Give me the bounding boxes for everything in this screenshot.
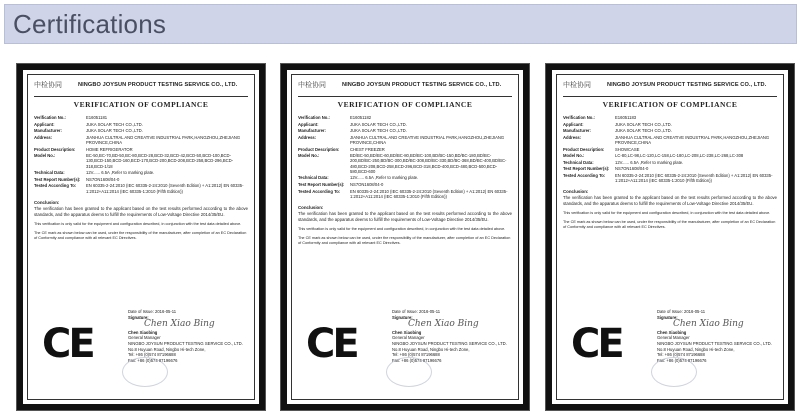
company-logo: 中检协同	[34, 81, 62, 89]
tested-standard: EN 60335-2-24:2010 (IEC 60335-2-24:2010 (Seventh Edition) + A1:2012) EN 60335-1:2012+A11:2014 (IEC 60335-1:2010 (Fifth Edition))	[615, 172, 773, 184]
address: JIANHUA CULTRAL AND CREATIVE INDUSTRIAL PARK,HANGZHOU,ZHEJIANG PROVINCE,CHINA	[615, 134, 770, 145]
field-label: Test Report Number(s):	[298, 181, 345, 187]
certificate-body	[291, 74, 519, 400]
certificate-title: VERIFICATION OF COMPLIANCE	[337, 100, 473, 109]
conclusion-text: The verification has been granted to the applicant based on the test results performed according to the above standards, and the apparatus deems to fulfill the requirements of Low-Voltage Directive 2014/35/EU.	[563, 195, 777, 207]
signature-block	[392, 309, 522, 363]
field-label: Product Description:	[298, 146, 340, 152]
report-number: NS7ON1608/04-0	[350, 181, 384, 187]
field-label: Manufacturer:	[34, 128, 62, 134]
signature: Chen Xiao Bing	[673, 319, 744, 330]
field-label: Verification No.:	[298, 115, 330, 120]
signer-company: NINGBO JOYSUN PRODUCT TESTING SERVICE CO., LTD.	[657, 340, 772, 346]
model-number: LC-80,LC-98,LC-120,LC-158,LC-180,LC-208,LC-238,LC-268,LC-308	[615, 153, 744, 159]
field-label: Applicant:	[298, 121, 319, 127]
signer-title: General Manager	[392, 335, 425, 341]
field-label: Test Report Number(s):	[34, 176, 81, 182]
signature: Chen Xiao Bing	[144, 319, 215, 330]
signer-name: Chen Xiaobing	[128, 329, 158, 335]
product-description: HOME REFRIGERATOR	[86, 146, 133, 152]
field-label: Verification No.:	[563, 115, 595, 120]
fax: Fax: +86 (0)574 87196676	[392, 357, 442, 363]
field-label: Tested According To:	[298, 188, 341, 194]
tel: Tel: +86 (0)574 87196688	[657, 352, 705, 358]
conclusion-label: Conclusion:	[563, 189, 589, 195]
field-label: Address:	[563, 134, 582, 140]
company-logo: 中检协同	[563, 81, 591, 89]
certificate-image[interactable]	[546, 64, 794, 410]
field-label: Manufacturer:	[298, 128, 326, 134]
issue-date: Date of Issue: 2016-05-11	[657, 309, 706, 314]
product-description: SHOWCASE	[615, 146, 640, 152]
address: JIANHUA CULTRAL AND CREATIVE INDUSTRIAL PARK,HANGZHOU,ZHEJIANG PROVINCE,CHINA	[350, 134, 505, 145]
field-label: Manufacturer:	[563, 128, 591, 134]
field-label: Address:	[298, 134, 317, 140]
field-label: Tested According To:	[34, 183, 77, 189]
certificate-image[interactable]	[17, 64, 265, 410]
field-label: Tested According To:	[563, 172, 606, 178]
stamp-icon	[122, 357, 168, 387]
address: JIANHUA CULTRAL AND CREATIVE INDUSTRIAL PARK,HANGZHOU,ZHEJIANG PROVINCE,CHINA	[86, 134, 241, 145]
signer-company: NINGBO JOYSUN PRODUCT TESTING SERVICE CO., LTD.	[128, 340, 243, 346]
certificate-body	[556, 74, 784, 400]
field-label: Model No.:	[563, 153, 585, 159]
applicant: JUKA SOLAR TECH CO.,LTD.	[615, 121, 672, 127]
report-number: NS7ON1608/04-0	[615, 166, 649, 172]
divider	[34, 96, 248, 97]
conclusion-label: Conclusion:	[34, 199, 60, 205]
certificate-title: VERIFICATION OF COMPLIANCE	[73, 100, 209, 109]
field-label: Applicant:	[34, 121, 55, 127]
certificate-body	[27, 74, 255, 400]
signer-company: NINGBO JOYSUN PRODUCT TESTING SERVICE CO., LTD.	[392, 340, 507, 346]
ce-mark-icon: CE	[306, 321, 357, 367]
validity-text: This verification is only valid for the equipment and configuration described, in conjunction with the test data detailed above.	[34, 221, 242, 226]
technical-data: 12V...... 6.5A ,Refer to marking plate.	[615, 159, 684, 165]
technical-data: 12V...... 6.5A ,Refer to marking plate.	[86, 170, 155, 176]
signature-block	[128, 309, 258, 363]
field-label: Technical Data:	[563, 159, 594, 165]
technical-data: 12V...... 6.5A ,Refer to marking plate.	[350, 175, 419, 181]
field-label: Address:	[34, 134, 53, 140]
signer-address: No.8 Huyuan Road, Ningbo Hi-tech Zone,	[392, 346, 470, 352]
field-label: Test Report Number(s):	[563, 166, 610, 172]
tel: Tel: +86 (0)574 87196688	[128, 352, 176, 358]
ce-mark-icon: CE	[42, 321, 93, 367]
signature-label: Signature:	[392, 314, 413, 320]
issue-date: Date of Issue: 2016-05-11	[392, 309, 441, 314]
signer-name: Chen Xiaobing	[657, 329, 687, 335]
certificate-image[interactable]	[281, 64, 529, 410]
field-label: Model No.:	[34, 153, 56, 159]
signer-address: No.8 Huyuan Road, Ningbo Hi-tech Zone,	[657, 346, 735, 352]
conclusion-label: Conclusion:	[298, 204, 324, 210]
stamp-icon	[651, 357, 697, 387]
signer-title: General Manager	[657, 335, 690, 341]
company-name: NINGBO JOYSUN PRODUCT TESTING SERVICE CO., LTD.	[607, 82, 767, 88]
company-name: NINGBO JOYSUN PRODUCT TESTING SERVICE CO., LTD.	[78, 82, 238, 88]
model-number: BD/BC-50,BD/BC-60,BD/BC-80,BD/BC-100,BD/BC-150,BD/BC-180,BD/BC-200,BD/BC-250,BD/BC-300,BD/BC-308,BD/BC-330,BD/BC-368,BD/BC-400,BD/BC-480,BCD-208,BCD-258,BCD-296,BCD-318,BCD-400,BCD-480,BCD-500,BCD-580,BCD-600	[350, 153, 507, 174]
field-label: Applicant:	[563, 121, 584, 127]
company-logo: 中检协同	[298, 81, 326, 89]
ce-text: The CE mark as shown below can be used, under the responsibility of the manufacturer, after completion of an EC Declaration of Conformity and compliance with all relevant EC Directives.	[298, 235, 511, 245]
validity-text: This verification is only valid for the equipment and configuration described, in conjunction with the test data detailed above.	[563, 211, 771, 216]
signer-title: General Manager	[128, 335, 161, 341]
product-description: CHEST FREEZER	[350, 146, 385, 152]
field-label: Technical Data:	[298, 175, 329, 181]
divider	[298, 96, 512, 97]
issue-date: Date of Issue: 2016-05-11	[128, 309, 177, 314]
signature-label: Signature:	[128, 314, 149, 320]
manufacturer: JUKA SOLAR TECH CO.,LTD.	[86, 128, 143, 134]
validity-text: This verification is only valid for the equipment and configuration described, in conjunction with the test data detailed above.	[298, 226, 506, 231]
ce-text: The CE mark as shown below can be used, under the responsibility of the manufacturer, after completion of an EC Declaration of Conformity and compliance with all relevant EC Directives.	[563, 220, 776, 230]
ce-mark-icon: CE	[571, 321, 622, 367]
section-title: Certifications	[13, 9, 167, 39]
ce-text: The CE mark as shown below can be used, under the responsibility of the manufacturer, after completion of an EC Declaration of Conformity and compliance with all relevant EC Directives.	[34, 230, 247, 240]
signature-label: Signature:	[657, 314, 678, 320]
certificate-title: VERIFICATION OF COMPLIANCE	[602, 100, 738, 109]
field-label: Product Description:	[563, 146, 605, 152]
verification-number: E16051181	[86, 115, 108, 120]
section-header	[4, 4, 797, 44]
verification-number: E16051182	[350, 115, 372, 120]
verification-number: E16051183	[615, 115, 637, 120]
conclusion-text: The verification has been granted to the applicant based on the test results performed according to the above standards, and the apparatus deems to fulfill the requirements of Low-Voltage Directive 2014/35/EU.	[298, 210, 512, 222]
stamp-icon	[386, 357, 432, 387]
signer-name: Chen Xiaobing	[392, 329, 422, 335]
manufacturer: JUKA SOLAR TECH CO.,LTD.	[615, 128, 672, 134]
tested-standard: EN 60335-2-24:2010 (IEC 60335-2-24:2010 (Seventh Edition) + A1:2012) EN 60335-1:2012+A11:2014 (IEC 60335-1:2010 (Fifth Edition))	[86, 183, 244, 194]
tested-standard: EN 60335-2-24:2010 (IEC 60335-2-24:2010 (Seventh Edition) + A1:2012) EN 60335-1:2012+A11:2014 (IEC 60335-1:2010 (Fifth Edition))	[350, 188, 508, 199]
field-label: Model No.:	[298, 153, 320, 159]
field-label: Verification No.:	[34, 115, 66, 120]
manufacturer: JUKA SOLAR TECH CO.,LTD.	[350, 128, 407, 134]
conclusion-text: The verification has been granted to the applicant based on the test results performed according to the above standards, and the apparatus deems to fulfill the requirements of Low-Voltage Directive 2014/35/EU.	[34, 205, 248, 217]
applicant: JUKA SOLAR TECH CO.,LTD.	[86, 121, 143, 127]
tel: Tel: +86 (0)574 87196688	[392, 352, 440, 358]
report-number: NS7ON1608/04-0	[86, 176, 120, 182]
divider	[563, 96, 777, 97]
fax: Fax: +86 (0)574 87196676	[657, 357, 707, 363]
applicant: JUKA SOLAR TECH CO.,LTD.	[350, 121, 407, 127]
model-number: BC-50,BC-70,BD-50,BC-80,BCD-28,BCD-32,BCD-42,BCD-50,BCD-100,BCD-130,BCD-150,BCD-160,BCD-170,BCD-200,BCD-208,BCD-258,BCD-296,BCD-318,BCD-1/18	[86, 153, 234, 169]
signature-block	[657, 309, 787, 363]
field-label: Technical Data:	[34, 170, 65, 176]
field-label: Product Description:	[34, 146, 76, 152]
signer-address: No.8 Huyuan Road, Ningbo Hi-tech Zone,	[128, 346, 206, 352]
signature: Chen Xiao Bing	[408, 319, 479, 330]
fax: Fax: +86 (0)574 87196676	[128, 357, 178, 363]
company-name: NINGBO JOYSUN PRODUCT TESTING SERVICE CO., LTD.	[342, 82, 502, 88]
